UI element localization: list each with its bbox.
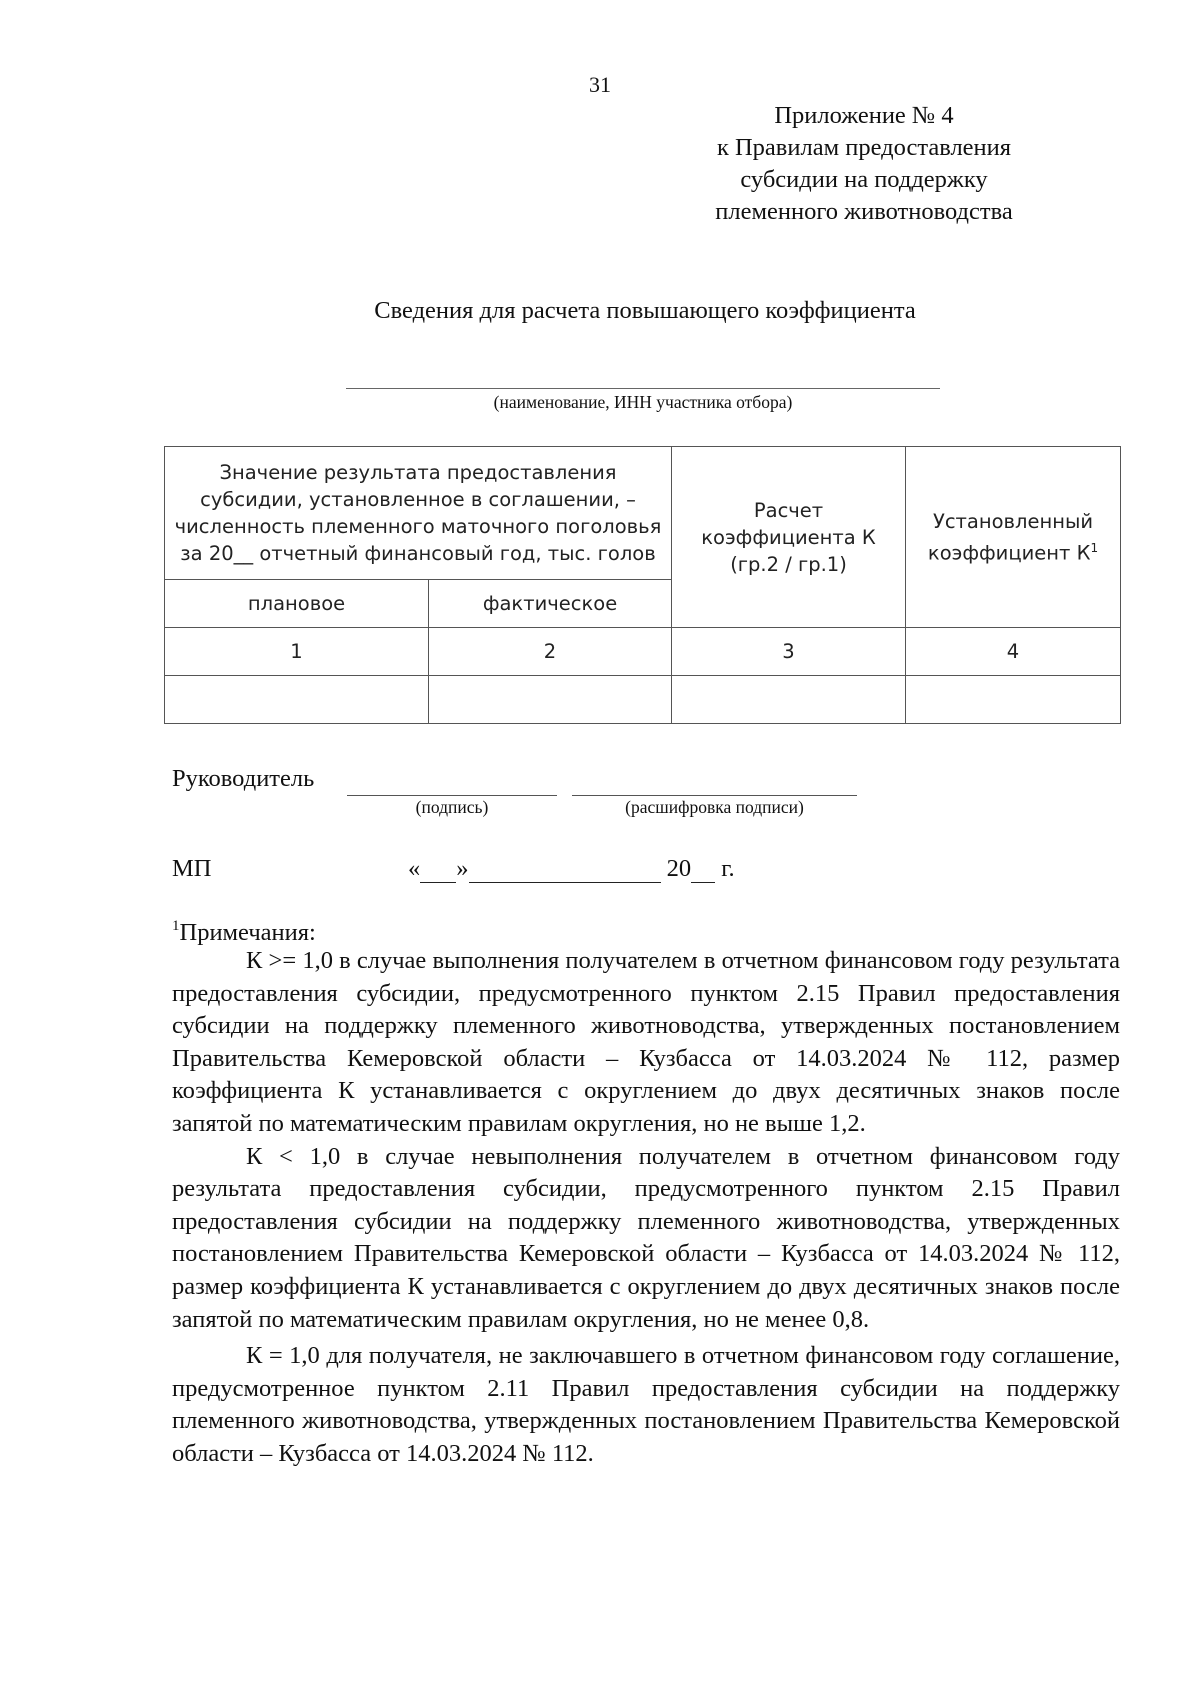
signature-caption: (подпись) [415, 797, 489, 817]
document-title: Сведения для расчета повышающего коэффициента [374, 297, 916, 324]
header-set-line: Установленный [932, 509, 1094, 533]
column-number: 4 [906, 628, 1121, 676]
month-blank [469, 856, 661, 883]
header-result-value: Значение результата предоставления субсидии, установленное в соглашении, – численность племенного маточного поголовья за 20__ отчетный финансовый год, тыс. голов [165, 447, 672, 580]
quote-close: » [456, 855, 469, 882]
notes-heading-text: Примечания: [179, 919, 316, 946]
note-paragraph: К = 1,0 для получателя, не заключавшего в отчетном финансовом году соглашение, предусмотренное пунктом 2.11 Правил предоставления субсидии на поддержку племенного животноводства, утвержденных постановлением Правительства Кемеровской области – Кузбасса от 14.03.2024 № 112. [172, 1342, 1120, 1467]
column-number: 2 [429, 628, 672, 676]
signature-label: Руководитель [172, 765, 315, 792]
date-line [408, 855, 735, 883]
appendix-line: Приложение № 4 [774, 102, 954, 129]
notes-body [172, 945, 1120, 1471]
header-calc-line: Расчет [753, 498, 824, 522]
column-number: 1 [165, 628, 429, 676]
empty-cell [429, 676, 672, 724]
header-set-text: коэффициент К [927, 541, 1091, 565]
page-number: 31 [589, 72, 611, 97]
table-column-numbers-row [165, 628, 1121, 676]
appendix-header [654, 100, 1074, 228]
column-number: 3 [672, 628, 906, 676]
header-set-line [910, 535, 1116, 567]
signature-decoding-line [572, 795, 857, 796]
appendix-line: к Правилам предоставления [716, 134, 1012, 161]
empty-cell [906, 676, 1121, 724]
stamp-placeholder: МП [172, 855, 212, 882]
header-calc-coefficient [672, 447, 906, 628]
year-prefix: 20 [666, 855, 692, 882]
year-blank [691, 856, 715, 883]
table-empty-data-row [165, 676, 1121, 724]
header-set-coefficient [906, 447, 1121, 628]
name-fill-line [346, 388, 940, 389]
year-suffix: г. [721, 855, 735, 882]
signature-line [347, 795, 557, 796]
appendix-line: племенного животноводства [715, 198, 1013, 225]
header-calc-line: коэффициента К [701, 525, 876, 549]
note-paragraph: К < 1,0 в случае невыполнения получателем в отчетном финансовом году результата предоставления субсидии, предусмотренного пунктом 2.15 Правил предоставления субсидии на поддержку племенного животноводства, утвержденных постановлением Правительства Кемеровской области – Кузбасса от 14.03.2024 № 112, размер коэффициента К устанавливается с округлением до двух десятичных знаков после запятой по математическим правилам округления, но не менее 0,8. [172, 1142, 1120, 1333]
signature-decoding-caption: (расшифровка подписи) [625, 797, 804, 817]
empty-cell [165, 676, 429, 724]
footnote-marker: 1 [172, 918, 180, 934]
day-blank [420, 856, 456, 883]
footnote-marker: 1 [1090, 540, 1099, 555]
notes-heading [172, 918, 316, 947]
subheader-actual: фактическое [429, 580, 672, 628]
header-calc-line: (гр.2 / гр.1) [730, 552, 847, 576]
appendix-line: субсидии на поддержку [740, 166, 988, 193]
note-paragraph: К >= 1,0 в случае выполнения получателем в отчетном финансовом году результата предоставления субсидии, предусмотренного пунктом 2.15 Правил предоставления субсидии на поддержку племенного животноводства, утвержденных постановлением Правительства Кемеровской области – Кузбасса от 14.03.2024 № 112, размер коэффициента К устанавливается с округлением до двух десятичных знаков после запятой по математическим правилам округления, но не выше 1,2. [172, 947, 1120, 1137]
table-header-row [165, 447, 1121, 580]
subheader-planned: плановое [165, 580, 429, 628]
coefficient-table [164, 446, 1121, 724]
quote-open: « [408, 855, 421, 882]
empty-cell [672, 676, 906, 724]
name-caption: (наименование, ИНН участника отбора) [493, 392, 793, 412]
